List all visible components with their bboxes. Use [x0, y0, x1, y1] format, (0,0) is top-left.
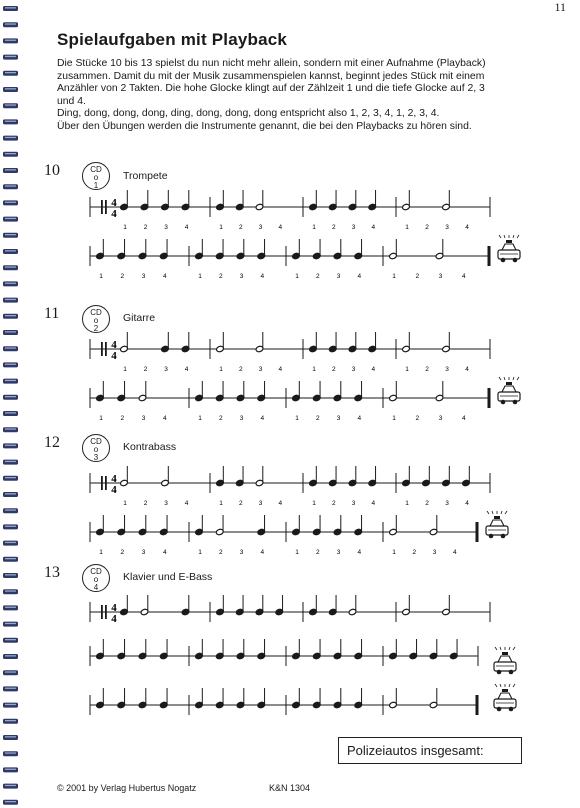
count-label: 3 — [141, 273, 146, 280]
page-number: 11 — [554, 0, 566, 14]
staff-line — [90, 595, 490, 625]
time-signature-bottom: 4 — [111, 350, 117, 362]
count-label: 2 — [120, 549, 125, 556]
final-bar-line — [488, 388, 491, 408]
police-car-icon — [486, 511, 508, 538]
exercise-number: 11 — [44, 305, 60, 322]
count-label: 1 — [392, 273, 396, 280]
count-label: 2 — [331, 224, 336, 231]
count-label: 3 — [336, 273, 341, 280]
exercise-number: 13 — [44, 564, 60, 581]
count-label: 2 — [425, 366, 429, 373]
count-label: 4 — [465, 500, 469, 507]
staff-line — [90, 235, 520, 280]
staff-line — [90, 688, 478, 715]
time-signature-top: 4 — [111, 473, 117, 485]
count-label: 3 — [445, 500, 449, 507]
count-label: 1 — [99, 549, 103, 556]
count-label: 2 — [315, 549, 320, 556]
count-label: 1 — [219, 500, 223, 507]
count-label: 2 — [238, 224, 243, 231]
count-label: 2 — [218, 549, 223, 556]
count-label: 3 — [336, 415, 341, 422]
staff-line — [90, 377, 520, 422]
count-label: 4 — [357, 273, 362, 280]
time-signature-bottom: 4 — [111, 208, 117, 220]
count-label: 3 — [239, 549, 244, 556]
count-label: 1 — [219, 224, 223, 231]
count-label: 4 — [465, 366, 469, 373]
count-label: 2 — [331, 366, 336, 373]
count-label: 1 — [198, 415, 202, 422]
count-label: 4 — [465, 224, 469, 231]
count-label: 3 — [432, 549, 437, 556]
count-label: 4 — [461, 273, 466, 280]
count-label: 2 — [315, 415, 320, 422]
count-label: 3 — [445, 224, 449, 231]
count-label: 3 — [351, 500, 356, 507]
instrument-label: Klavier und E-Bass — [123, 571, 213, 583]
count-label: 4 — [162, 273, 167, 280]
count-label: 2 — [218, 415, 223, 422]
intro-paragraph: Über den Übungen werden die Instrumente genannt, die bei den Playbacks zu hören sind. — [57, 120, 472, 132]
final-bar-line — [476, 522, 479, 542]
count-label: 3 — [258, 224, 263, 231]
count-label: 4 — [260, 415, 265, 422]
exercise-number: 12 — [44, 434, 60, 451]
final-bar-line — [488, 246, 491, 266]
count-label: 1 — [219, 366, 223, 373]
count-label: 1 — [295, 273, 299, 280]
count-label: 3 — [164, 500, 168, 507]
count-label: 1 — [198, 273, 202, 280]
count-label: 2 — [143, 366, 148, 373]
final-bar-line — [476, 695, 479, 715]
count-label: 4 — [278, 366, 283, 373]
count-label: 4 — [461, 415, 466, 422]
count-label: 1 — [405, 500, 409, 507]
count-label: 4 — [162, 415, 167, 422]
count-label: 4 — [184, 500, 189, 507]
count-label: 1 — [198, 549, 202, 556]
count-label: 2 — [425, 500, 429, 507]
count-label: 4 — [371, 224, 376, 231]
count-label: 2 — [315, 273, 320, 280]
count-label: 1 — [405, 366, 409, 373]
staff-line — [90, 466, 490, 507]
exercise-number: 10 — [44, 162, 60, 179]
count-label: 1 — [392, 549, 396, 556]
time-signature-bottom: 4 — [111, 613, 117, 625]
instrument-label: Gitarre — [123, 312, 156, 324]
count-label: 4 — [357, 549, 362, 556]
count-label: 4 — [162, 549, 167, 556]
count-label: 2 — [238, 500, 243, 507]
catalog-code: K&N 1304 — [269, 783, 311, 793]
count-label: 1 — [123, 500, 127, 507]
staff-line — [90, 190, 490, 231]
staff-line — [90, 639, 478, 666]
count-label: 2 — [331, 500, 336, 507]
count-label: 3 — [351, 366, 356, 373]
count-label: 3 — [164, 366, 168, 373]
count-label: 2 — [415, 415, 420, 422]
count-label: 3 — [438, 273, 443, 280]
count-label: 2 — [415, 273, 420, 280]
count-label: 1 — [392, 415, 396, 422]
count-label: 1 — [405, 224, 409, 231]
intro-paragraph: Ding, dong, dong, dong, ding, dong, dong, dong entspricht also 1, 2, 3, 4, 1, 2, 3, 4. — [57, 108, 440, 120]
count-label: 2 — [120, 415, 125, 422]
instrument-label: Kontrabass — [123, 441, 177, 453]
count-label: 3 — [141, 415, 146, 422]
count-label: 4 — [371, 366, 376, 373]
count-label: 2 — [143, 224, 148, 231]
count-label: 2 — [238, 366, 243, 373]
count-label: 1 — [123, 366, 127, 373]
police-car-total-box[interactable]: Polizeiautos insgesamt: — [338, 737, 522, 764]
count-label: 2 — [425, 224, 429, 231]
count-label: 4 — [357, 415, 362, 422]
count-label: 4 — [184, 366, 189, 373]
count-label: 1 — [123, 224, 127, 231]
count-label: 4 — [452, 549, 457, 556]
cd-track-badge: CD o 3 — [82, 434, 110, 462]
count-label: 2 — [412, 549, 417, 556]
time-signature-top: 4 — [111, 602, 117, 614]
count-label: 4 — [278, 500, 283, 507]
count-label: 1 — [295, 415, 299, 422]
copyright-footer: © 2001 by Verlag Hubertus Nogatz — [57, 783, 197, 793]
count-label: 4 — [371, 500, 376, 507]
count-label: 4 — [278, 224, 283, 231]
time-signature-top: 4 — [111, 339, 117, 351]
police-car-icon — [498, 235, 520, 262]
cd-track-badge: CD o 4 — [82, 564, 110, 592]
count-label: 1 — [99, 273, 103, 280]
staff-line — [90, 332, 490, 373]
count-label: 3 — [239, 415, 244, 422]
count-label: 3 — [445, 366, 449, 373]
police-car-icon — [498, 377, 520, 404]
count-label: 3 — [258, 500, 263, 507]
police-car-icon — [494, 684, 516, 711]
count-label: 3 — [438, 415, 443, 422]
cd-track-badge: CD o 2 — [82, 305, 110, 333]
staff-line — [90, 511, 508, 556]
cd-track-badge: CD o 1 — [82, 162, 110, 190]
count-label: 4 — [260, 549, 265, 556]
count-label: 4 — [184, 224, 189, 231]
police-car-icon — [494, 647, 516, 674]
count-label: 3 — [336, 549, 341, 556]
count-label: 1 — [312, 224, 316, 231]
intro-paragraph: Die Stücke 10 bis 13 spielst du nun nicht mehr allein, sondern mit einer Aufnahme (Playback) zusammen. Damit du mit der Musik zusammenspielen kannst, beginnt jedes Stück mit einem Anzähler von 2 Takten. Die hohe Glocke klingt auf der Zählzeit 1 und die tiefe Glocke auf 2, 3 und 4. — [57, 58, 486, 107]
count-label: 4 — [260, 273, 265, 280]
count-label: 1 — [295, 549, 299, 556]
count-label: 2 — [120, 273, 125, 280]
instrument-label: Trompete — [123, 170, 168, 182]
count-label: 1 — [312, 500, 316, 507]
count-label: 2 — [143, 500, 148, 507]
count-label: 3 — [141, 549, 146, 556]
count-label: 3 — [258, 366, 263, 373]
page-title: Spielaufgaben mit Playback — [57, 30, 288, 49]
count-label: 3 — [239, 273, 244, 280]
count-label: 3 — [164, 224, 168, 231]
count-label: 3 — [351, 224, 356, 231]
count-label: 1 — [99, 415, 103, 422]
count-label: 1 — [312, 366, 316, 373]
time-signature-bottom: 4 — [111, 484, 117, 496]
count-label: 2 — [218, 273, 223, 280]
time-signature-top: 4 — [111, 197, 117, 209]
